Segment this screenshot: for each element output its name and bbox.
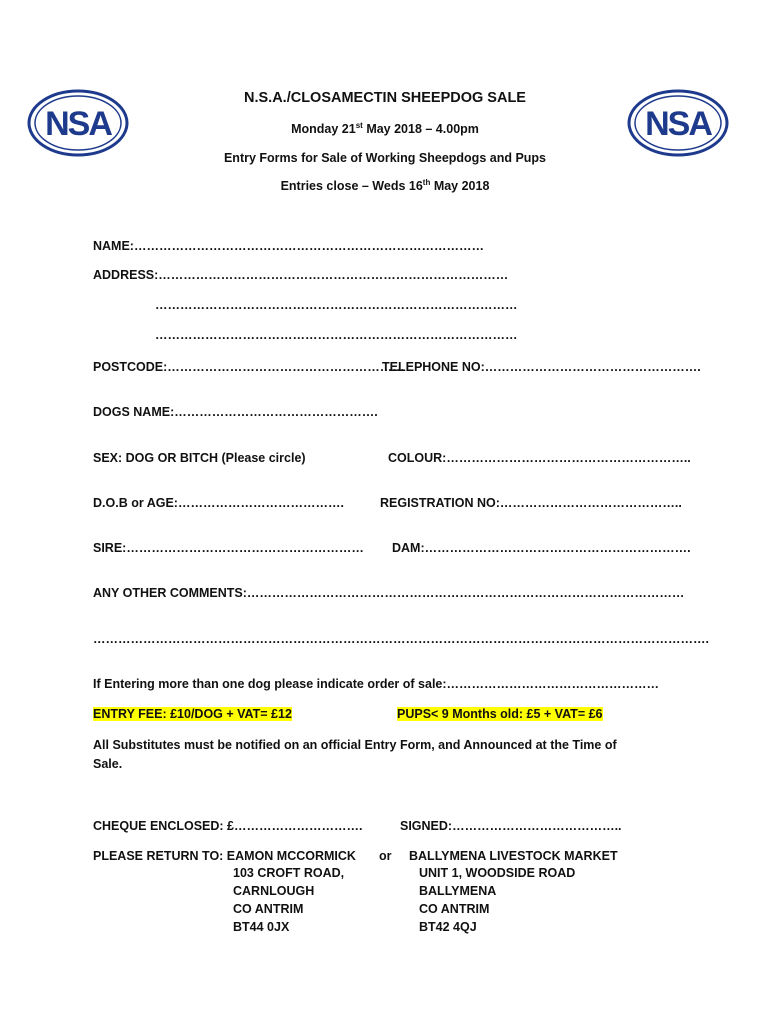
address-line: BT44 0JX <box>233 920 290 934</box>
entries-close: Entries close – Weds 16th May 2018 <box>280 177 490 193</box>
colour-field: COLOUR:………………………………………………….. <box>388 451 691 465</box>
sire-field: SIRE:………………………………………………… <box>93 541 364 555</box>
market-address-line: UNIT 1, WOODSIDE ROAD <box>419 866 576 880</box>
market-address-line: CO ANTRIM <box>419 902 490 916</box>
address-line: CARNLOUGH <box>233 884 315 898</box>
sale-date: Monday 21st May 2018 – 4.00pm <box>291 120 479 136</box>
cheque-enclosed-field: CHEQUE ENCLOSED: £…………………………. <box>93 819 363 833</box>
address-line: 103 CROFT ROAD, <box>233 866 345 880</box>
postcode-field: POSTCODE:………………………………………………… <box>93 360 405 374</box>
entry-fee: ENTRY FEE: £10/DOG + VAT= £12 <box>93 707 292 721</box>
order-of-sale-field: If Entering more than one dog please indicate order of sale:…………………………………………… <box>93 677 660 691</box>
dam-field: DAM:………………………………………………………. <box>392 541 691 555</box>
signed-field: SIGNED:………………………………….. <box>400 819 622 833</box>
registration-field: REGISTRATION NO:…………………………………….. <box>380 496 682 510</box>
address-line: CO ANTRIM <box>233 902 304 916</box>
pups-fee: PUPS< 9 Months old: £5 + VAT= £6 <box>397 707 603 721</box>
dogs-name-field: DOGS NAME:…………………………………………. <box>93 405 378 419</box>
svg-text:NSA: NSA <box>645 105 711 143</box>
market-address-line: BT42 4QJ <box>419 920 477 934</box>
page-subtitle: Entry Forms for Sale of Working Sheepdogs and Pups <box>223 151 547 165</box>
name-field: NAME:………………………………………………………………………… <box>93 239 484 253</box>
svg-text:NSA: NSA <box>45 105 111 143</box>
address-field: ADDRESS:………………………………………………………………………… <box>93 268 509 282</box>
or-separator: or <box>379 849 392 863</box>
return-label: PLEASE RETURN TO: EAMON MCCORMICK <box>93 849 356 863</box>
address-line-3: …………………………………………………………………………… <box>155 328 518 342</box>
comments-field: ANY OTHER COMMENTS:…………………………………………………………………………………………… <box>93 586 685 600</box>
page-title: N.S.A./CLOSAMECTIN SHEEPDOG SALE <box>244 90 526 106</box>
dob-field: D.O.B or AGE:…………………………………. <box>93 496 344 510</box>
market-name: BALLYMENA LIVESTOCK MARKET <box>409 849 618 863</box>
comments-line-2: …………………………………………………………………………………………………………………………………. <box>93 632 709 646</box>
telephone-field: TELEPHONE NO:……………………………………………. <box>382 360 701 374</box>
substitutes-notice-end: Sale. <box>93 757 123 771</box>
address-line-2: …………………………………………………………………………… <box>155 298 518 312</box>
market-address-line: BALLYMENA <box>419 884 497 898</box>
substitutes-notice: All Substitutes must be notified on an official Entry Form, and Announced at the Time of <box>93 738 617 752</box>
sex-field: SEX: DOG OR BITCH (Please circle) <box>93 451 306 465</box>
